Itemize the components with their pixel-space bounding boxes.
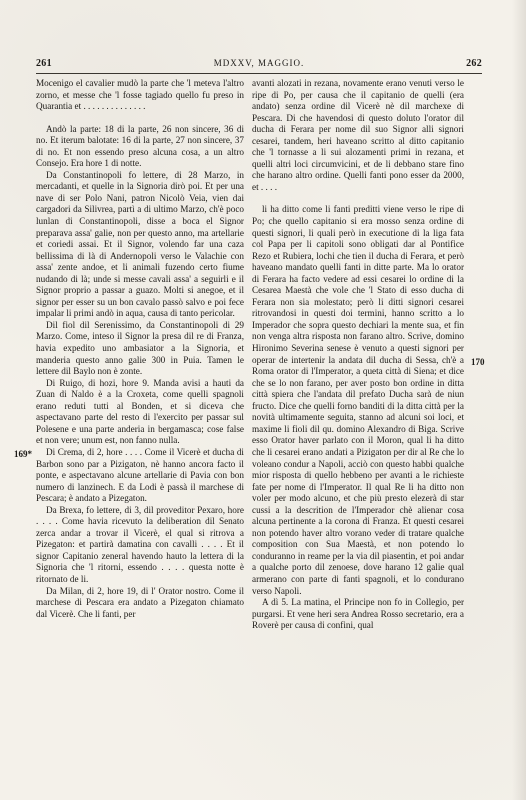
paragraph: Da Constantinopoli fo lettere, di 28 Marzo, in mercadanti, et quelle in la Signoria dirò poi. Et per una nave di ser Polo Nani, patron Nicolò Veia, vien dai cargadori da Silivrea, partì a di ultimo Marzo, ch'è poco lunlan di Constantinopoli, disse a boca el Signor preparava assa' galie, non per questo anno, ma artellarie et coriedi assai. Et il Signor, volendo far una caza bellissima di là di Andernopoli verso le Valachie con assa' zente andoe, et li animali fuzendo certo fiume nudando di là; unde si messe cavali assa' a seguirli e il Signor proprio a passar a guazo. Molti si anegoe, et il signor per esser su un bon cavalo passò salvo e poi fece impalar li primi andò in aqua, causa di tanto pericolar. bbox=[36, 169, 244, 319]
paragraph: li ha ditto come li fanti preditti viene verso le ripe di Po; che quello capitanio si era mosso senza ordine di questi signori, li quali però in executione di la liga fata col Papa per li capitoli sono obligati dar al Pontifice Rezo et Rubiera, lochi che tien il ducha di Ferara, et però haveano mandato quelli fanti in ditte parte. Ma lo orator di Ferara ha facto vedere ad essi cesarei lo ordine di la Cesarea Maestà che vole che 'l Stato di esso ducha di Ferara non sia molestato; però li ditti signori cesarei ritrovandosi in questi doi termini, hanno scritto a lo Imperador che sopra questo dechiari la mente sua, et fin non venga altra risposta non farano altro. Scrive, domino Hironimo Severina senese è venuto a questi signori per operar de intertenir la andata dil ducha di Sessa, ch'è a Roma orator di l'Imperator, a queta città di Siena; et dice che se lo non farano, per aver posto bon ordine in ditta città spiera che l'andata dil prefato Ducha sarà de niun fructo. Dice che quelli forno banditi di la ditta città per la novità ultimamente seguita, stanno ad alcuni soi loci, et maxime li fioli dil qu. domino Alexandro di Biga. Scrive esso Orator haver parlato con il Moron, qual li ha ditto che li cesarei erano andati a Pizigaton per dir al Re che lo voleano condur a Napoli, acciò con questo habbi qualche mior risposta di quello hebbeno per avanti a le richieste fate per nome di l'Imperator. Il qual Re li ha ditto non voler per modo alcuno, et che più presto elezerà di star cussi a la descrition de l'Imperador chè alienar cosa alcuna pertinente a la corona di Franza. Et questi cesarei non potendo haver altro vorano veder di tratare qualche composition con Sua Maestà, et non potendo lo conduranno in reame per la via dil piasentin, et poi andar a qualche porto dil zenoese, dove harano 12 galie qual armerano con parte di fanti spagnoli, et lo condurano verso Napoli. bbox=[252, 204, 464, 596]
header-rule bbox=[36, 73, 482, 74]
paragraph: Andò la parte: 18 di la parte, 26 non sincere, 36 di no. Et iterum balotate: 16 di la parte, 27 non sincere, 37 di no. Et non essendo preso alcuna cosa, a un altro Consejo. Era hore 1 di notte. bbox=[36, 123, 244, 169]
page-number-right: 262 bbox=[466, 58, 482, 69]
paragraph: Mocenigo el cavalier mudò la parte che 'l meteva l'altro zorno, et messe che 'l fosse tagiado quello fu preso in Quarantia et . . . . . . . . . . . . . . bbox=[36, 78, 244, 112]
right-column bbox=[252, 78, 464, 632]
paragraph: Di Ruigo, di hozi, hore 9. Manda avisi a hauti da Zuan di Naldo è a la Croxeta, come quelli spagnoli erano reduti tutti al Bonden, et si diceva che aspectavano parte del resto di l'exercito per passar sul Polesene e una parte anderia in bergamasca; cose false et non vere; unum est, non fanno nulla. bbox=[36, 377, 244, 446]
margin-note-right: 170 bbox=[471, 357, 485, 367]
paragraph: Dil fiol dil Serenissimo, da Constantinopoli di 29 Marzo. Come, inteso il Signor la presa dil re di Franza, havia expedito uno ambasiator a la Signoria, et manderia questo anno galie 300 in Puia. Tamen le lettere dil Baylo non è zonte. bbox=[36, 319, 244, 377]
paragraph: A dì 5. La matina, el Principe non fo in Collegio, per purgarsi. Et vene heri sera Andrea Rosso secretario, era a Roverè per causa di confini, qual bbox=[252, 597, 464, 631]
page-edge-shadow bbox=[512, 0, 526, 800]
running-title: MDXXV, MAGGIO. bbox=[213, 58, 305, 68]
running-header bbox=[36, 58, 482, 72]
paragraph: Da Milan, di 2, hore 19, di l' Orator nostro. Come il marchese di Pescara era andato a Pizegaton chiamato dal Vicerè. Che li fanti, per bbox=[36, 585, 244, 619]
paragraph: Da Brexa, fo lettere, di 3, dil proveditor Pexaro, hore . . . . Come havia ricevuto la deliberation dil Senato zerca andar a trovar il Vicerè, el qual si ritrova a Pizegaton: et partirà damatina con cavalli . . . . Et il signor Capitanio zeneral havendo hauto la lettera di la Signoria che 'l ritorni, essendo . . . . questa notte è ritornato de li. bbox=[36, 504, 244, 584]
left-column bbox=[36, 78, 244, 620]
paragraph: Di Crema, di 2, hore . . . . Come il Vicerè et ducha di Barbon sono par a Pizigaton, nè hanno ancora facto il ponte, e aspectavano alcune artellarie di Pavia con bon numero di lanzinech. E da Lodi è passà il marchese di Pescara; è andato a Pizegaton. bbox=[36, 446, 244, 504]
paragraph: avanti alozati in rezana, novamente erano venuti verso le ripe di Po, per causa che il capitanio de quelli (era andato) senza ordine dil Vicerè nè dil marchexe di Pescara. Di che havendosi di questo doluto l'orator dil ducha di Ferara per nome dil suo Signor alli signori cesarei, tandem, heri haveano scritto al ditto capitanio che 'l tornasse a li sui alozamenti primi in rezana, et quelli altri loci circumvicini, et de li debbano stare fino che harano altro ordine. Quelli fanti pono esser da 2000, et . . . . bbox=[252, 78, 464, 192]
margin-note-left: 169* bbox=[14, 449, 32, 459]
page-number-left: 261 bbox=[36, 58, 52, 69]
